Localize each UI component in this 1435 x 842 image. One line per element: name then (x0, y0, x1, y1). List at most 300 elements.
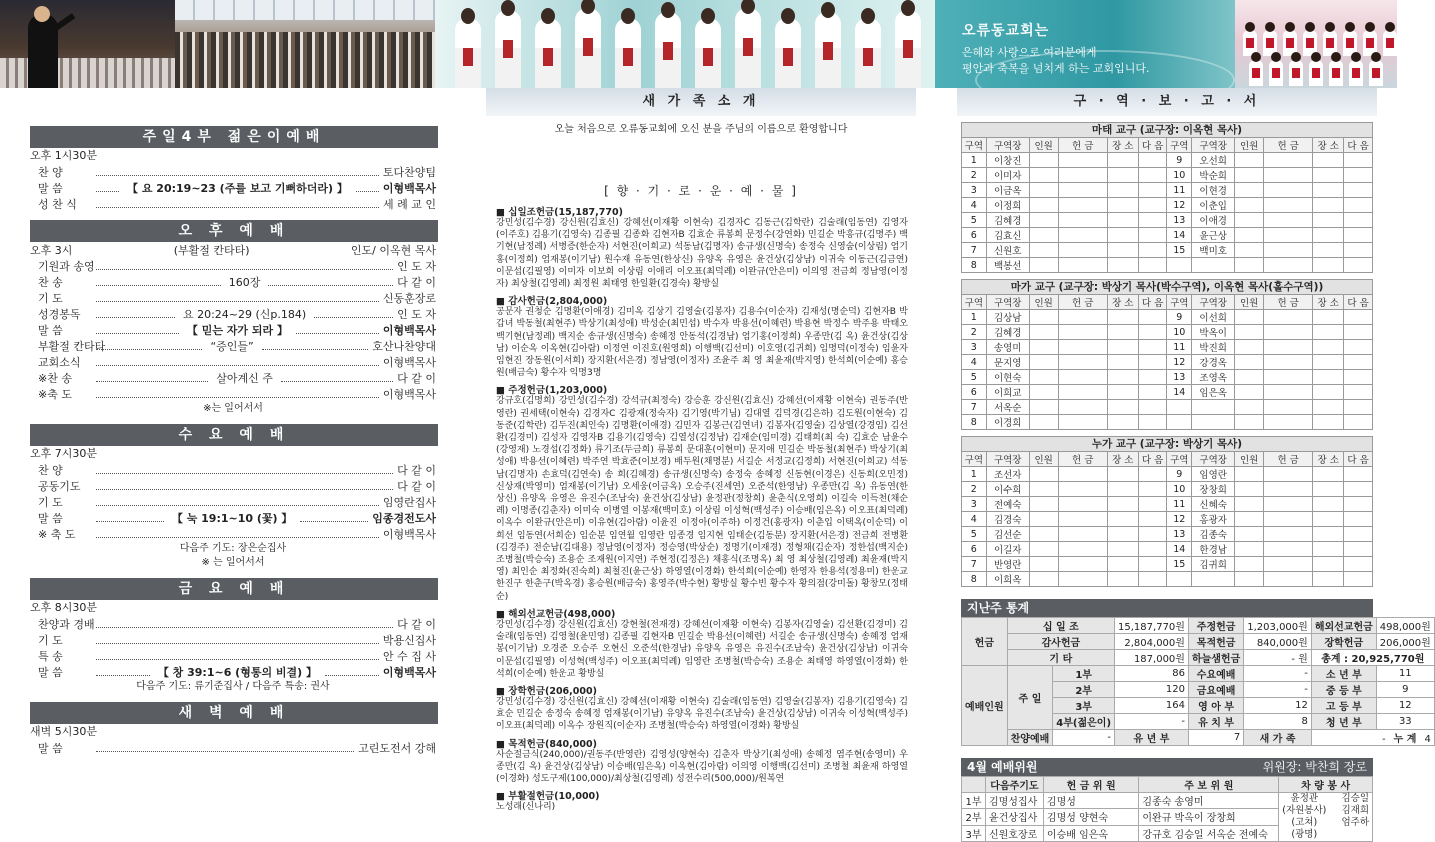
leader-dots (96, 201, 379, 208)
empty-cell (1235, 183, 1264, 198)
empty-cell (1264, 370, 1313, 385)
offering-names: 강민성(김수경) 강신원(김효신) 강혜선(이재황 이현숙) 김술래(임동연) 김영술(김봉자) 김용기(김영숙) 김효순 민길순 송정숙 송혜정 엄재봉(이기남) 유양옥 유진수(조남숙) 윤건상(김상남) 이귀숙 이성혁(백성주) 이오표(최덕례) 이옥수 장원직(이순자) 조병철(박승숙) 하영열(이경화) 황방실 (496, 696, 908, 732)
leader-dots (96, 499, 379, 506)
offering-list (486, 204, 916, 813)
empty-cell (1344, 542, 1373, 557)
district-number: 9 (1167, 153, 1192, 168)
district-leader (1192, 258, 1235, 273)
district-number: 3 (962, 497, 987, 512)
district-number: 6 (962, 542, 987, 557)
empty-cell (1058, 198, 1107, 213)
cumulative-label: 누 계 (1393, 734, 1417, 745)
column-header: 다 음 (1138, 452, 1167, 467)
empty-cell (1029, 512, 1058, 527)
order-label: 말 씀 (38, 666, 63, 679)
attendance-label: 1부 (1053, 666, 1115, 682)
empty-cell (1029, 370, 1058, 385)
empty-cell (1344, 497, 1373, 512)
empty-cell (1313, 183, 1344, 198)
empty-cell (1029, 385, 1058, 400)
empty-cell (1029, 572, 1058, 587)
order-person: 임종경전도사 (372, 512, 436, 525)
district-number: 15 (1167, 243, 1192, 258)
stats-table (961, 617, 1435, 746)
committee-prayer: 김명성집사 (985, 793, 1043, 809)
district-leader: 임은옥 (1192, 385, 1235, 400)
order-label: 기 도 (38, 496, 63, 509)
leader-dots (96, 359, 379, 366)
district-row (962, 228, 1373, 243)
order-item (30, 258, 436, 274)
choir-photo (435, 0, 935, 88)
empty-cell (1107, 310, 1138, 325)
committee-bulletin: 김종숙 송영미 (1139, 793, 1279, 809)
empty-cell (1058, 512, 1107, 527)
district-leader: 김상남 (986, 310, 1029, 325)
empty-cell (1107, 415, 1138, 430)
attendance-value: - (1244, 682, 1312, 698)
empty-cell (1107, 183, 1138, 198)
committee-header-row (962, 777, 1373, 793)
order-item (30, 510, 436, 526)
empty-cell (1138, 370, 1167, 385)
leader-dots (262, 343, 368, 350)
column-header: 헌 금 (1058, 452, 1107, 467)
district-number: 4 (962, 512, 987, 527)
empty-cell (1344, 557, 1373, 572)
empty-cell (1107, 168, 1138, 183)
empty-cell (1107, 497, 1138, 512)
order-detail: 요 20:24~29 (신p.184) (182, 308, 307, 321)
order-person: 안 수 집 사 (383, 650, 436, 663)
column-header: 인원 (1235, 295, 1264, 310)
empty-cell (1138, 198, 1167, 213)
district-number: 14 (1167, 385, 1192, 400)
vehicle-volunteer: 윤정관 (1290, 793, 1319, 804)
committee-title-bar (961, 758, 1373, 776)
empty-cell (1138, 243, 1167, 258)
empty-cell (1344, 467, 1373, 482)
attendance-label: 유 치 부 (1188, 714, 1243, 730)
district-number: 12 (1167, 355, 1192, 370)
district-number: 6 (962, 385, 987, 400)
district-number: 13 (1167, 213, 1192, 228)
order-label: 말 씀 (38, 182, 63, 195)
empty-cell (1107, 325, 1138, 340)
column-header: 다 음 (1344, 138, 1373, 153)
empty-cell (1235, 467, 1264, 482)
order-label: 공동기도 (38, 480, 81, 493)
column-header: 장 소 (1107, 295, 1138, 310)
empty-cell (1313, 512, 1344, 527)
empty-cell (1313, 243, 1344, 258)
worship-order-panel (16, 88, 446, 812)
empty-cell (1107, 557, 1138, 572)
district-number: 10 (1167, 325, 1192, 340)
empty-cell (1058, 258, 1107, 273)
empty-cell (1138, 355, 1167, 370)
order-item (30, 526, 436, 542)
vehicle-volunteer: (자원봉사) (1282, 805, 1327, 816)
column-header: 다 음 (1138, 295, 1167, 310)
district-leader: 박옥이 (1192, 325, 1235, 340)
leader-dots (96, 375, 208, 382)
order-item (30, 632, 436, 648)
district-row (962, 542, 1373, 557)
other-stat-row (962, 650, 1435, 666)
empty-cell (1235, 512, 1264, 527)
attendance-value: 164 (1115, 698, 1189, 714)
order-item (30, 462, 436, 478)
district-leader: 백봉선 (986, 258, 1029, 273)
district-leader: 이현숙 (986, 370, 1029, 385)
district-leader: 이미자 (986, 168, 1029, 183)
empty-cell (1344, 168, 1373, 183)
attendance-label: 중 등 부 (1311, 682, 1376, 698)
banner-tagline-2: 평안과 축복을 넘치게 하는 교회입니다. (962, 62, 1150, 75)
district-row (962, 400, 1373, 415)
empty-cell (1235, 310, 1264, 325)
order-note: ※는 일어서서 (203, 403, 263, 414)
column-header: 구역 (962, 295, 987, 310)
attendance-label: 유 년 부 (1115, 730, 1189, 746)
column-header: 구역장 (986, 295, 1029, 310)
district-number (1167, 572, 1192, 587)
order-person: 인 도 자 (397, 308, 436, 321)
committee-offering: 김명성 양현숙 (1043, 809, 1138, 825)
empty-cell (1344, 370, 1373, 385)
empty-cell (1344, 527, 1373, 542)
vehicle-driver: 김승일 (1341, 793, 1369, 804)
column-header: 구역 (962, 138, 987, 153)
empty-cell (1058, 310, 1107, 325)
district-row (962, 527, 1373, 542)
empty-cell (1235, 497, 1264, 512)
empty-cell (1107, 213, 1138, 228)
committee-bulletin: 이완규 박옥이 장창희 (1139, 809, 1279, 825)
order-label: 성경봉독 (38, 308, 81, 321)
empty-cell (1107, 198, 1138, 213)
district-number: 10 (1167, 482, 1192, 497)
district-number: 13 (1167, 527, 1192, 542)
district-row (962, 557, 1373, 572)
stat-value: 15,187,770원 (1115, 618, 1189, 634)
pastor-photo (0, 0, 175, 88)
district-tables (957, 122, 1377, 587)
empty-cell (1138, 467, 1167, 482)
empty-cell (1058, 557, 1107, 572)
district-leader: 백미호 (1192, 243, 1235, 258)
attendance-value: 9 (1376, 682, 1434, 698)
district-number: 8 (962, 258, 987, 273)
order-label: 기 도 (38, 292, 63, 305)
leader-dots (296, 327, 379, 334)
district-row (962, 243, 1373, 258)
leader-dots (96, 653, 379, 660)
empty-cell (1344, 355, 1373, 370)
order-label: ※ 축 도 (38, 528, 76, 541)
empty-cell (1235, 527, 1264, 542)
district-row (962, 512, 1373, 527)
stat-value: - 원 (1244, 650, 1312, 666)
stat-label: 십 일 조 (1007, 618, 1114, 634)
district-title: 누가 교구 (교구장: 박상기 목사) (961, 436, 1373, 451)
empty-cell (1313, 482, 1344, 497)
empty-cell (1058, 527, 1107, 542)
empty-cell (1264, 527, 1313, 542)
attendance-value: 12 (1376, 698, 1434, 714)
order-label: 부활절 칸타타 (38, 340, 106, 353)
empty-cell (1235, 385, 1264, 400)
welcome-message: 오늘 처음으로 오류동교회에 오신 분을 주님의 이름으로 환영합니다 (554, 124, 848, 135)
order-person: 임영란집사 (382, 496, 436, 509)
column-header: 구역 (1167, 138, 1192, 153)
empty-cell (1107, 153, 1138, 168)
district-leader: 한경남 (1192, 542, 1235, 557)
empty-cell (1313, 340, 1344, 355)
leader-dots (96, 515, 164, 522)
leader-dots (356, 185, 379, 192)
district-number: 8 (962, 415, 987, 430)
district-row (962, 258, 1373, 273)
empty-cell (1138, 415, 1167, 430)
order-item (30, 648, 436, 664)
leader-dots (96, 343, 202, 350)
vehicle-volunteer: (광명) (1291, 829, 1318, 840)
empty-cell (1107, 355, 1138, 370)
empty-cell (1235, 400, 1264, 415)
empty-cell (1029, 527, 1058, 542)
empty-cell (1264, 467, 1313, 482)
empty-cell (1235, 557, 1264, 572)
district-number: 7 (962, 243, 987, 258)
district-number: 5 (962, 213, 987, 228)
district-leader: 이현경 (1192, 183, 1235, 198)
district-row (962, 153, 1373, 168)
offering-category: ■ 부활절헌금(10,000) (496, 791, 600, 803)
leader-dots (268, 279, 393, 286)
empty-cell (1138, 213, 1167, 228)
empty-cell (1138, 482, 1167, 497)
offering-names: 노성래(신나리) (496, 802, 556, 813)
leader-dots (314, 311, 393, 318)
district-leader: 장창희 (1192, 482, 1235, 497)
order-person: 다 같 이 (397, 464, 436, 477)
empty-cell (1029, 310, 1058, 325)
offering-category: ■ 십일조헌금(15,187,770) (496, 207, 623, 218)
empty-cell (1313, 527, 1344, 542)
empty-cell (1313, 572, 1344, 587)
committee-header (962, 777, 986, 793)
district-row (962, 168, 1373, 183)
attendance-label: 고 등 부 (1311, 698, 1376, 714)
district-number: 14 (1167, 228, 1192, 243)
order-person: 이형백목사 (382, 356, 436, 369)
empty-cell (1138, 512, 1167, 527)
attendance-row (962, 730, 1435, 746)
empty-cell (1058, 467, 1107, 482)
order-person: 이형백목사 (382, 182, 437, 195)
cumulative-cell (1311, 730, 1434, 746)
district-number: 14 (1167, 542, 1192, 557)
district-leader: 이희옥 (986, 572, 1029, 587)
children-choir-photo (1235, 0, 1397, 88)
section-title: 주일4부 젊은이예배 (30, 126, 438, 148)
order-label: 말 씀 (38, 324, 63, 337)
attendance-label: 소 년 부 (1311, 666, 1376, 682)
order-person: 호산나찬양대 (372, 340, 437, 353)
order-item (30, 196, 436, 212)
order-label: 기원과 송영 (38, 260, 95, 273)
empty-cell (1235, 153, 1264, 168)
order-item (30, 338, 436, 354)
empty-cell (1107, 512, 1138, 527)
district-row (962, 198, 1373, 213)
district-table (961, 451, 1373, 587)
district-report-header: 구 · 역 · 보 · 고 · 서 (957, 88, 1377, 116)
column-header: 구역장 (1192, 295, 1235, 310)
empty-cell (1138, 557, 1167, 572)
leader-dots (300, 515, 368, 522)
empty-cell (1313, 213, 1344, 228)
district-leader: 김효신 (986, 228, 1029, 243)
stat-value: 187,000원 (1115, 650, 1189, 666)
district-leader: 이금옥 (986, 183, 1029, 198)
district-number: 9 (1167, 467, 1192, 482)
empty-cell (1058, 213, 1107, 228)
committee-header: 헌 금 위 원 (1043, 777, 1138, 793)
leader-dots (96, 185, 119, 192)
district-number: 7 (962, 400, 987, 415)
order-item (30, 664, 436, 680)
empty-cell (1264, 183, 1313, 198)
empty-cell (1235, 258, 1264, 273)
leader-dots (96, 483, 393, 490)
offering-category: ■ 주정헌금(1,203,000) (496, 385, 608, 397)
column-header: 헌 금 (1058, 138, 1107, 153)
order-block (30, 724, 436, 756)
leader-dots (96, 391, 379, 398)
offering-names: 공문자 권청순 김명환(이애경) 김미옥 김상기 김영술(김봉자) 김용수(이순자) 김재성(명순덕) 김현자B 박갑녀 박동철(최현주) 박상기(최성애) 박성순(최민섭) 박수자 박용선(이혜련) 박용현 박정수 박주용 박태오 백기현(남정례) 백지순 송규생(신명숙) 송혜정 안동석(김경남) 엄기홍(이정희) 우종만(김 옥) 윤건상(김상남) 이순옥 이옥현(김아람) 이정연 이진호(원영희) 이행백(김선미) 이호영(김귀희) 임명덕(이정숙) 임윤자 임현진 장동원(이서희) 장지환(서은경) 정남영(이정자) 조윤주 최 영 최윤재(박지영) 한석희(이순예) 홍승원(배금숙) 황수자 익명3명 (496, 307, 908, 379)
district-leader: 반영란 (986, 557, 1029, 572)
leader-dots (96, 467, 393, 474)
district-leader: 이희교 (986, 385, 1029, 400)
banner-tagline-1: 은혜와 사랑으로 여러분에게 (962, 46, 1097, 59)
empty-cell (1264, 572, 1313, 587)
order-label: 특 송 (38, 650, 63, 663)
service-time: 오후 8시30분 (30, 601, 97, 614)
order-label: 말 씀 (38, 512, 63, 525)
order-person: 다 같 이 (397, 372, 437, 385)
committee-prayer: 윤건상집사 (985, 809, 1043, 825)
district-row (962, 183, 1373, 198)
photo-banner (0, 0, 1397, 88)
empty-cell (1264, 400, 1313, 415)
order-block (30, 600, 436, 694)
attendance-value: 7 (1188, 730, 1243, 746)
column-header: 헌 금 (1058, 295, 1107, 310)
empty-cell (1138, 153, 1167, 168)
order-person: 인 도 자 (397, 260, 436, 273)
empty-cell (1235, 572, 1264, 587)
column-header: 구역장 (986, 452, 1029, 467)
column-header: 구역 (1167, 295, 1192, 310)
district-number: 15 (1167, 557, 1192, 572)
empty-cell (1264, 497, 1313, 512)
order-block (30, 242, 436, 416)
leader-dots (96, 311, 175, 318)
district-number: 1 (962, 310, 987, 325)
empty-cell (1344, 400, 1373, 415)
cantata-label: (부활절 칸타타) (173, 244, 250, 257)
order-label: ※찬 송 (38, 372, 72, 385)
stats-title: 지난주 통계 (961, 599, 1373, 617)
district-row (962, 497, 1373, 512)
attendance-label: 2부 (1053, 682, 1115, 698)
empty-cell (1107, 482, 1138, 497)
stat-label: 해외선교헌금 (1311, 618, 1376, 634)
empty-cell (1313, 542, 1344, 557)
empty-cell (1235, 198, 1264, 213)
empty-cell (1138, 258, 1167, 273)
committee-part: 3부 (962, 825, 986, 841)
district-leader: 이선희 (1192, 310, 1235, 325)
order-item (30, 494, 436, 510)
order-person: 이형백목사 (382, 528, 436, 541)
offering-group-label: 헌금 (962, 618, 1008, 666)
empty-cell (1138, 527, 1167, 542)
column-header: 헌 금 (1264, 138, 1313, 153)
attendance-value: 86 (1115, 666, 1189, 682)
offering-names: 사순절금식(240,000)/권동주(반영란) 김영성(양현숙) 김춘자 박상기(최성애) 송혜정 염주현(송영미) 우종만(김 옥) 윤건상(김상남) 이승배(임은옥) 이옥현(김아람) 이의영 이행백(김선미) 조병철 최윤재 하영열(이경화) 성도구제(100,000)/최상철(김영례) 성전수리(500,000)/원복연 (496, 749, 908, 784)
attendance-label: 찬양예배 (1007, 730, 1053, 746)
empty-cell (1344, 340, 1373, 355)
order-item (30, 322, 436, 338)
order-note: 다음주 기도: 류기준집사 / 다음주 특송: 권사 (136, 681, 330, 692)
column-header: 인원 (1029, 138, 1058, 153)
empty-cell (1058, 542, 1107, 557)
order-note: ※ 는 일어서서 (201, 557, 265, 568)
order-detail: 【 믿는 자가 되라 】 (186, 324, 288, 337)
empty-cell (1029, 355, 1058, 370)
district-number: 2 (962, 325, 987, 340)
order-item (30, 370, 436, 386)
order-person: 고린도전서 강해 (358, 742, 436, 755)
empty-cell (1029, 542, 1058, 557)
empty-cell (1264, 482, 1313, 497)
order-item (30, 306, 436, 322)
section-title: 금 요 예 배 (30, 578, 438, 600)
district-leader (1192, 415, 1235, 430)
empty-cell (1029, 482, 1058, 497)
empty-cell (1107, 572, 1138, 587)
district-leader: 김경숙 (986, 512, 1029, 527)
column-header: 장 소 (1313, 138, 1344, 153)
empty-cell (1313, 497, 1344, 512)
offering-names: 강규호(김명희) 강민성(김수경) 강석규(최정숙) 강승훈 강신원(김효신) 강혜선(이재황 이현숙) 권동주(반영란) 권세택(이현숙) 김경자C 김광재(정숙자) 김기영(박기님) 김대열 김덕경(김은하) 김도원(이현숙) 김동준(김학란) 김두진(최인숙) 김명환(이애경) 김민자 김봉근(김연녀) 김봉자(김영술) 김상열(강경임) 김선환(김경미) 김성자 김영자B 김용기(김영숙) 김열성(김정남) 김재순(임미경) 김태희(최 숙) 김효순 남윤수(강영재) 노경섭(김정화) 류기조(두금희) 류봉희 문대훈(이현미) 문지애 민길순 박동철(최현주) 박상기(최성애) 박용선(이혜련) 박주연 박효준(이보경) 배두원(채명분) 서길순 서정교(김정희) 서현진(이희교) 석동남(김명자) 손효덕(김연숙) 송 희(김혜경) 송규생(신명숙) 송정숙 송혜정 신동현(이경은) 신동희(오민정) 신상재(박영미) 엄재봉(이기남) 오세웅(이금옥) 오승주(진세연) 오준석(한영남) 우종만(김 옥) 유동연(한상신) 유양옥 유영은 유진수(조남숙) 윤건상(김상남) 윤정관(정창희) 윤춘식(오영희) 이길숙 이득천(채순례) 이명종(김춘자) 이미숙 이병열 이봉재(백미호) 이상림 이성혁(백성주) 이승배(임은옥) 이오표(최덕례) 이옥수 이완규(안은미) 이유현(김아람) 이윤진 이정아(이주하) 이정건(홍광자) 이춘입 이택옥(이순덕) 이희선 임동연(서희순) 임순분 임연월 임영란 임종경 임지현 임태순(김동분) 장지환(서은경) 전금희 전병환(김경주) 전순남(김대용) 정남영(이정자) 정승영(박상순) 정명기(이재경) 정형채(김순자) 정한섭(백지순) 조병철(박승숙) 조용순 조재원(이지연) 주현정(김정은) 채홍식(조명옥) 최 영 최상철(김영례) 최윤재(박지영) 최인순 최정화(진숙희) 최철진(윤근상) 하영열(이경화) 한석희(이순예) 한영자 한용석(정용미) 한운교 한진구 한춘구(박옥경) 홍승원(배금숙) 홍영주(박수현) 황방실 황수빈 황수자 황의점(강미돌) 황창모(정태순) (496, 396, 908, 602)
service-time: 오후 3시 (30, 244, 73, 257)
empty-cell (1107, 243, 1138, 258)
column-header: 다 음 (1344, 295, 1373, 310)
empty-cell (1058, 400, 1107, 415)
leader-dots (96, 327, 179, 334)
order-detail: 【 눅 19:1~10 (꽃) 】 (171, 512, 293, 525)
district-leader: 임영란 (1192, 467, 1235, 482)
district-leader: 조선자 (986, 467, 1029, 482)
vehicle-volunteer: (고쳐) (1291, 817, 1318, 828)
district-number: 3 (962, 183, 987, 198)
order-item (30, 180, 436, 196)
